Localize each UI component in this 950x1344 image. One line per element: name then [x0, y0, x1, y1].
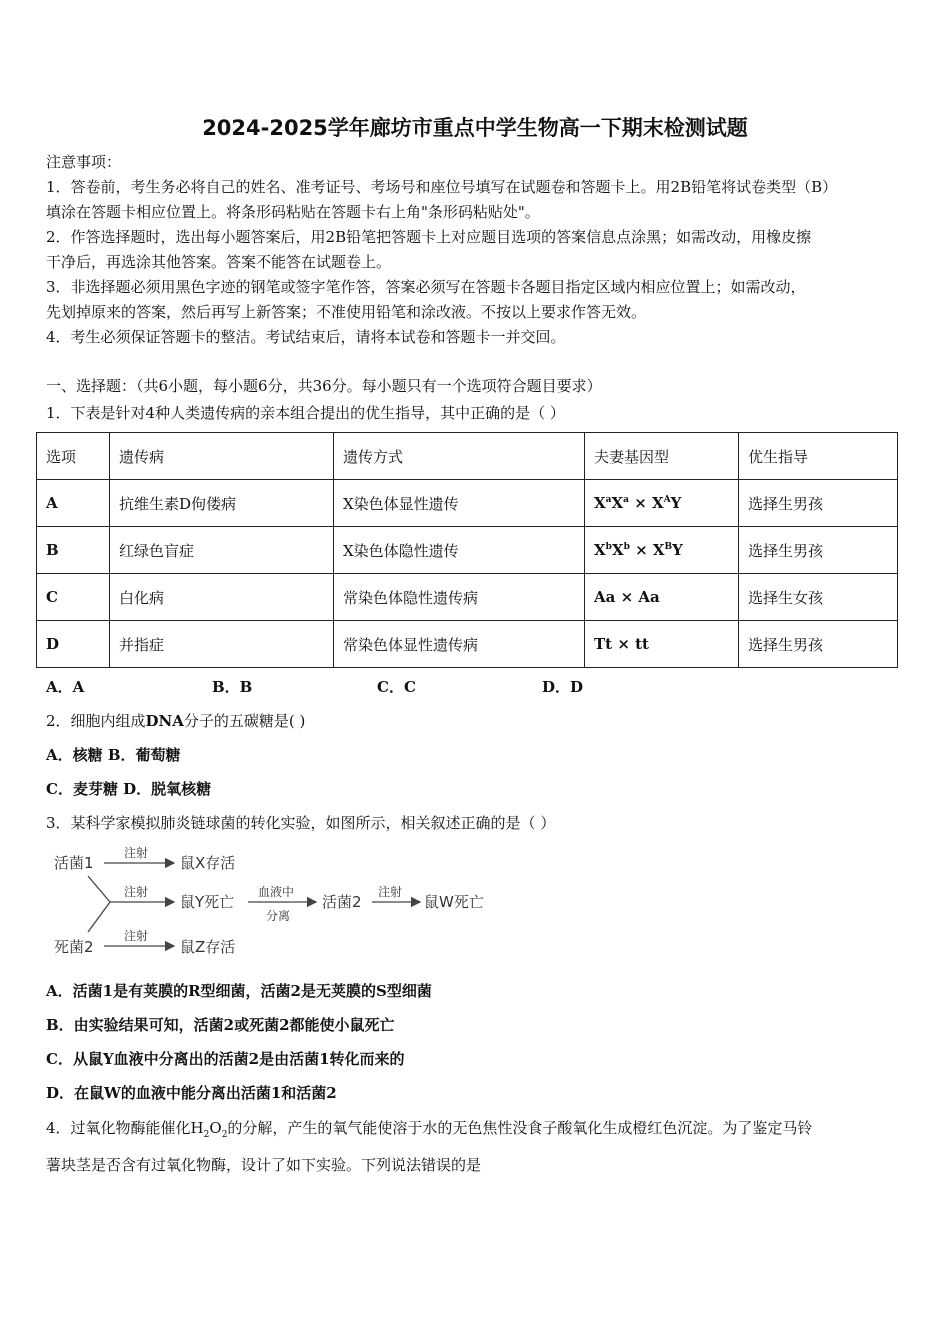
table-row — [37, 574, 898, 621]
inject-label: 注射 — [124, 885, 149, 899]
table-header-cell: 遗传病 — [110, 433, 334, 480]
notice-section — [46, 150, 906, 350]
table-cell: A — [37, 480, 110, 527]
q3-option-b[interactable]: B．由实验结果可知，活菌2或死菌2都能使小鼠死亡 — [46, 1016, 395, 1034]
live-bacteria-1-label: 活菌1 — [54, 854, 94, 872]
notice-line: 1．答卷前，考生务必将自己的姓名、准考证号、考场号和座位号填写在试题卷和答题卡上。用2B铅笔将试卷类型（B） — [46, 178, 838, 196]
genotype-cell: Aa × Aa — [585, 574, 739, 621]
notice-line: 填涂在答题卡相应位置上。将条形码粘贴在答题卡右上角"条形码粘贴处"。 — [46, 203, 540, 221]
table-cell: D — [37, 621, 110, 668]
table-header-cell: 遗传方式 — [334, 433, 585, 480]
notice-line: 先划掉原来的答案，然后再写上新答案；不准使用铅笔和涂改液。不按以上要求作答无效。 — [46, 303, 647, 321]
branch-line — [88, 902, 110, 932]
q3-option-a[interactable]: A．活菌1是有荚膜的R型细菌，活菌2是无荚膜的S型细菌 — [46, 982, 432, 1000]
q1-option-d[interactable]: D．D — [542, 678, 584, 696]
notice-line: 2．作答选择题时，选出每小题答案后，用2B铅笔把答题卡上对应题目选项的答案信息点涂黑；如需改动，用橡皮擦 — [46, 228, 812, 246]
table-cell — [110, 480, 334, 527]
table-header-cell: 选项 — [37, 433, 110, 480]
page-title: 2024-2025学年廊坊市重点中学生物高一下期末检测试题 — [202, 116, 748, 140]
table-row — [37, 621, 898, 668]
genotype-cell: $X^aX^a \times X^AY$ — [585, 480, 739, 527]
table-cell: 常染色体显性遗传病 — [334, 621, 585, 668]
q2-stem: 2．细胞内组成DNA分子的五碳糖是( ) — [46, 712, 306, 730]
q4-line-1: 4．过氧化物酶能催化$H_2O_2$的分解，产生的氧气能使溶于水的无色焦性没食子酸氧化生成橙红色沉淀。为了鉴定马铃 — [46, 1119, 813, 1140]
mouse-y-label: 鼠Y死亡 — [180, 893, 235, 911]
q1-option-a[interactable]: A．A — [46, 678, 85, 696]
table-header-row — [37, 433, 898, 480]
table-row — [37, 527, 898, 574]
inject-label: 注射 — [124, 929, 149, 943]
q1-stem: 1．下表是针对4种人类遗传病的亲本组合提出的优生指导，其中正确的是（ ） — [46, 404, 565, 422]
genotype-cell: $X^bX^b \times X^BY$ — [585, 527, 739, 574]
notice-line: 3．非选择题必须用黑色字迹的钢笔或签字笔作答，答案必须写在答题卡各题目指定区域内相应位置上；如需改动， — [46, 278, 806, 296]
table-header-cell: 夫妻基因型 — [585, 433, 739, 480]
table-cell: 白化病 — [110, 574, 334, 621]
table-cell: 选择生女孩 — [739, 574, 898, 621]
mouse-w-label: 鼠W死亡 — [424, 893, 484, 911]
mouse-x-label: 鼠X存活 — [180, 854, 236, 872]
notice-line: 干净后，再选涂其他答案。答案不能答在试题卷上。 — [46, 253, 392, 271]
q2-options-row-2[interactable]: C．麦芽糖 D．脱氧核糖 — [46, 780, 212, 798]
branch-line — [88, 876, 110, 902]
genotype-cell: Tt × tt — [585, 621, 739, 668]
blood-label: 血液中 — [258, 885, 295, 899]
table-cell: 选择生男孩 — [739, 527, 898, 574]
table-cell: B — [37, 527, 110, 574]
table-cell: X染色体显性遗传 — [334, 480, 585, 527]
dead-bacteria-2-label: 死菌2 — [54, 938, 94, 956]
table-row — [37, 480, 898, 527]
table-cell: X染色体隐性遗传 — [334, 527, 585, 574]
inject-label: 注射 — [124, 846, 149, 860]
notice-heading: 注意事项： — [46, 153, 122, 171]
q1-option-c[interactable]: C．C — [377, 678, 416, 696]
q4-stem — [46, 1110, 906, 1184]
table-cell: 选择生男孩 — [739, 480, 898, 527]
q3-option-d[interactable]: D．在鼠W的血液中能分离出活菌1和活菌2 — [46, 1084, 337, 1102]
q2-options-row-1[interactable]: A．核糖 B．葡萄糖 — [46, 746, 181, 764]
table-cell: 常染色体隐性遗传病 — [334, 574, 585, 621]
table-cell: 选择生男孩 — [739, 621, 898, 668]
q1-table — [36, 432, 898, 668]
transformation-diagram — [52, 840, 512, 964]
table-cell: 红绿色盲症 — [110, 527, 334, 574]
table-header-cell: 优生指导 — [739, 433, 898, 480]
q3-option-c[interactable]: C．从鼠Y血液中分离出的活菌2是由活菌1转化而来的 — [46, 1050, 405, 1068]
inject-label: 注射 — [378, 885, 403, 899]
disease-name: 抗维生素D佝偻病 — [119, 494, 237, 513]
q3-stem: 3．某科学家模拟肺炎链球菌的转化实验，如图所示，相关叙述正确的是（ ） — [46, 814, 556, 832]
section-heading: 一、选择题：（共6小题，每小题6分，共36分。每小题只有一个选项符合题目要求） — [46, 377, 602, 395]
separate-label: 分离 — [266, 909, 291, 923]
mouse-z-label: 鼠Z存活 — [180, 938, 236, 956]
notice-line: 4．考生必须保证答题卡的整洁。考试结束后，请将本试卷和答题卡一并交回。 — [46, 328, 566, 346]
q4-line-2: 薯块茎是否含有过氧化物酶，设计了如下实验。下列说法错误的是 — [46, 1156, 482, 1174]
q1-option-b[interactable]: B．B — [212, 678, 253, 696]
live-bacteria-2-label: 活菌2 — [322, 893, 362, 911]
table-cell: C — [37, 574, 110, 621]
table-cell: 并指症 — [110, 621, 334, 668]
